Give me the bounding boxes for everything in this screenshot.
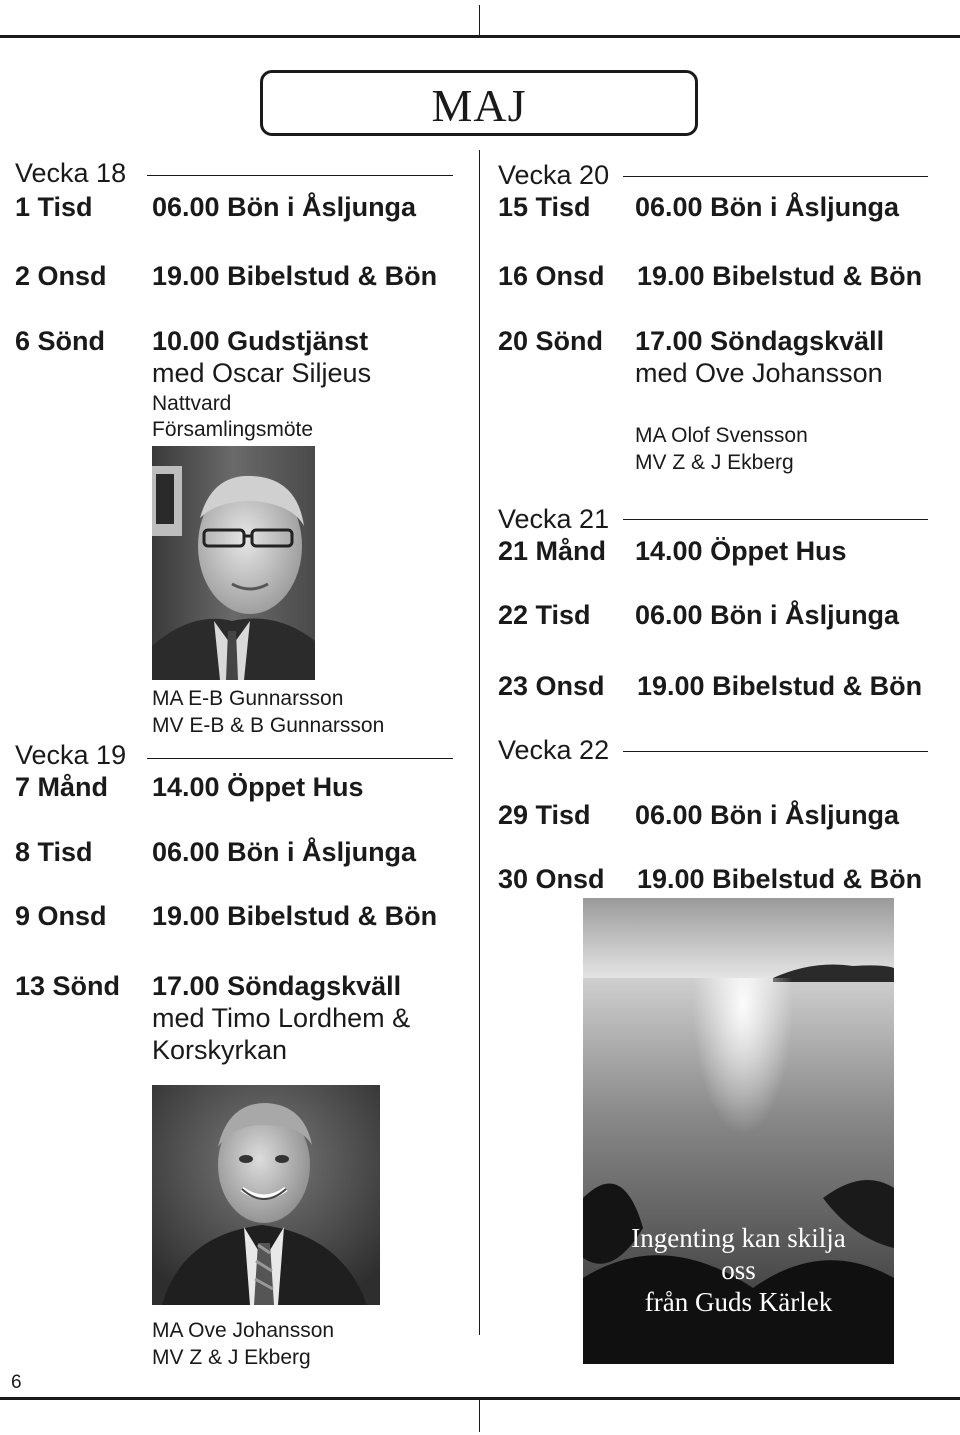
event-20-sond-guest: med Ove Johansson [635,358,883,388]
column-divider [479,150,480,1335]
event-13-sond-guest-2: Korskyrkan [152,1035,288,1065]
day-23-onsd: 23 Onsd [498,671,605,701]
day-9-onsd: 9 Onsd [15,901,107,931]
day-1-tisd: 1 Tisd [15,192,93,222]
portrait-photo-1 [152,446,315,680]
event-30-onsd: 19.00 Bibelstud & Bön [637,864,923,894]
event-9-onsd: 19.00 Bibelstud & Bön [152,901,438,931]
day-13-sond: 13 Sönd [15,971,121,1001]
day-21-mand: 21 Månd [498,536,607,566]
day-20-sond: 20 Sönd [498,326,604,356]
caption-line-2: oss [721,1255,756,1285]
event-7-mand: 14.00 Öppet Hus [152,772,364,802]
event-29-tisd: 06.00 Bön i Åsljunga [635,800,900,830]
week-18-label: Vecka 18 [15,158,127,188]
event-6-sond-note-2: Församlingsmöte [152,418,314,441]
event-15-tisd: 06.00 Bön i Åsljunga [635,192,900,222]
event-13-sond: 17.00 Söndagskväll [152,971,402,1001]
event-22-tisd: 06.00 Bön i Åsljunga [635,600,900,630]
event-2-onsd: 19.00 Bibelstud & Bön [152,261,438,291]
day-15-tisd: 15 Tisd [498,192,591,222]
week-19-label: Vecka 19 [15,740,127,770]
event-20-sond-mv: MV Z & J Ekberg [635,451,794,474]
bottom-tick [479,1400,480,1432]
event-8-tisd: 06.00 Bön i Åsljunga [152,837,417,867]
event-6-sond-guest: med Oscar Siljeus [152,358,372,388]
event-13-sond-mv: MV Z & J Ekberg [152,1346,311,1369]
day-16-onsd: 16 Onsd [498,261,605,291]
week-21-label: Vecka 21 [498,504,610,534]
caption-line-3: från Guds Kärlek [644,1287,833,1317]
day-8-tisd: 8 Tisd [15,837,93,867]
top-rule [0,35,960,38]
day-30-onsd: 30 Onsd [498,864,605,894]
page-number: 6 [11,1372,22,1393]
event-6-sond: 10.00 Gudstjänst [152,326,369,356]
week-22-label: Vecka 22 [498,735,610,765]
week-21-rule [623,519,928,520]
event-13-sond-ma: MA Ove Johansson [152,1319,335,1342]
week-22-rule [623,751,928,752]
event-6-sond-mv: MV E-B & B Gunnarsson [152,714,385,737]
event-23-onsd: 19.00 Bibelstud & Bön [637,671,923,701]
day-29-tisd: 29 Tisd [498,800,591,830]
portrait-photo-2 [152,1085,380,1305]
caption-line-1: Ingenting kan skilja [631,1223,846,1253]
bottom-rule [0,1397,960,1400]
week-20-label: Vecka 20 [498,160,610,190]
week-19-rule [147,758,453,759]
day-2-onsd: 2 Onsd [15,261,107,291]
top-tick [479,5,480,35]
event-6-sond-note-1: Nattvard [152,392,232,415]
day-22-tisd: 22 Tisd [498,600,591,630]
event-20-sond: 17.00 Söndagskväll [635,326,885,356]
event-13-sond-guest-1: med Timo Lordhem & [152,1003,411,1033]
week-18-rule [147,175,453,176]
month-title-box [260,70,698,136]
day-7-mand: 7 Månd [15,772,109,802]
event-16-onsd: 19.00 Bibelstud & Bön [637,261,923,291]
event-20-sond-ma: MA Olof Svensson [635,424,808,447]
event-6-sond-ma: MA E-B Gunnarsson [152,687,344,710]
event-21-mand: 14.00 Öppet Hus [635,536,847,566]
day-6-sond: 6 Sönd [15,326,106,356]
week-20-rule [623,176,928,177]
event-1-tisd: 06.00 Bön i Åsljunga [152,192,417,222]
month-title: MAJ [431,80,527,131]
